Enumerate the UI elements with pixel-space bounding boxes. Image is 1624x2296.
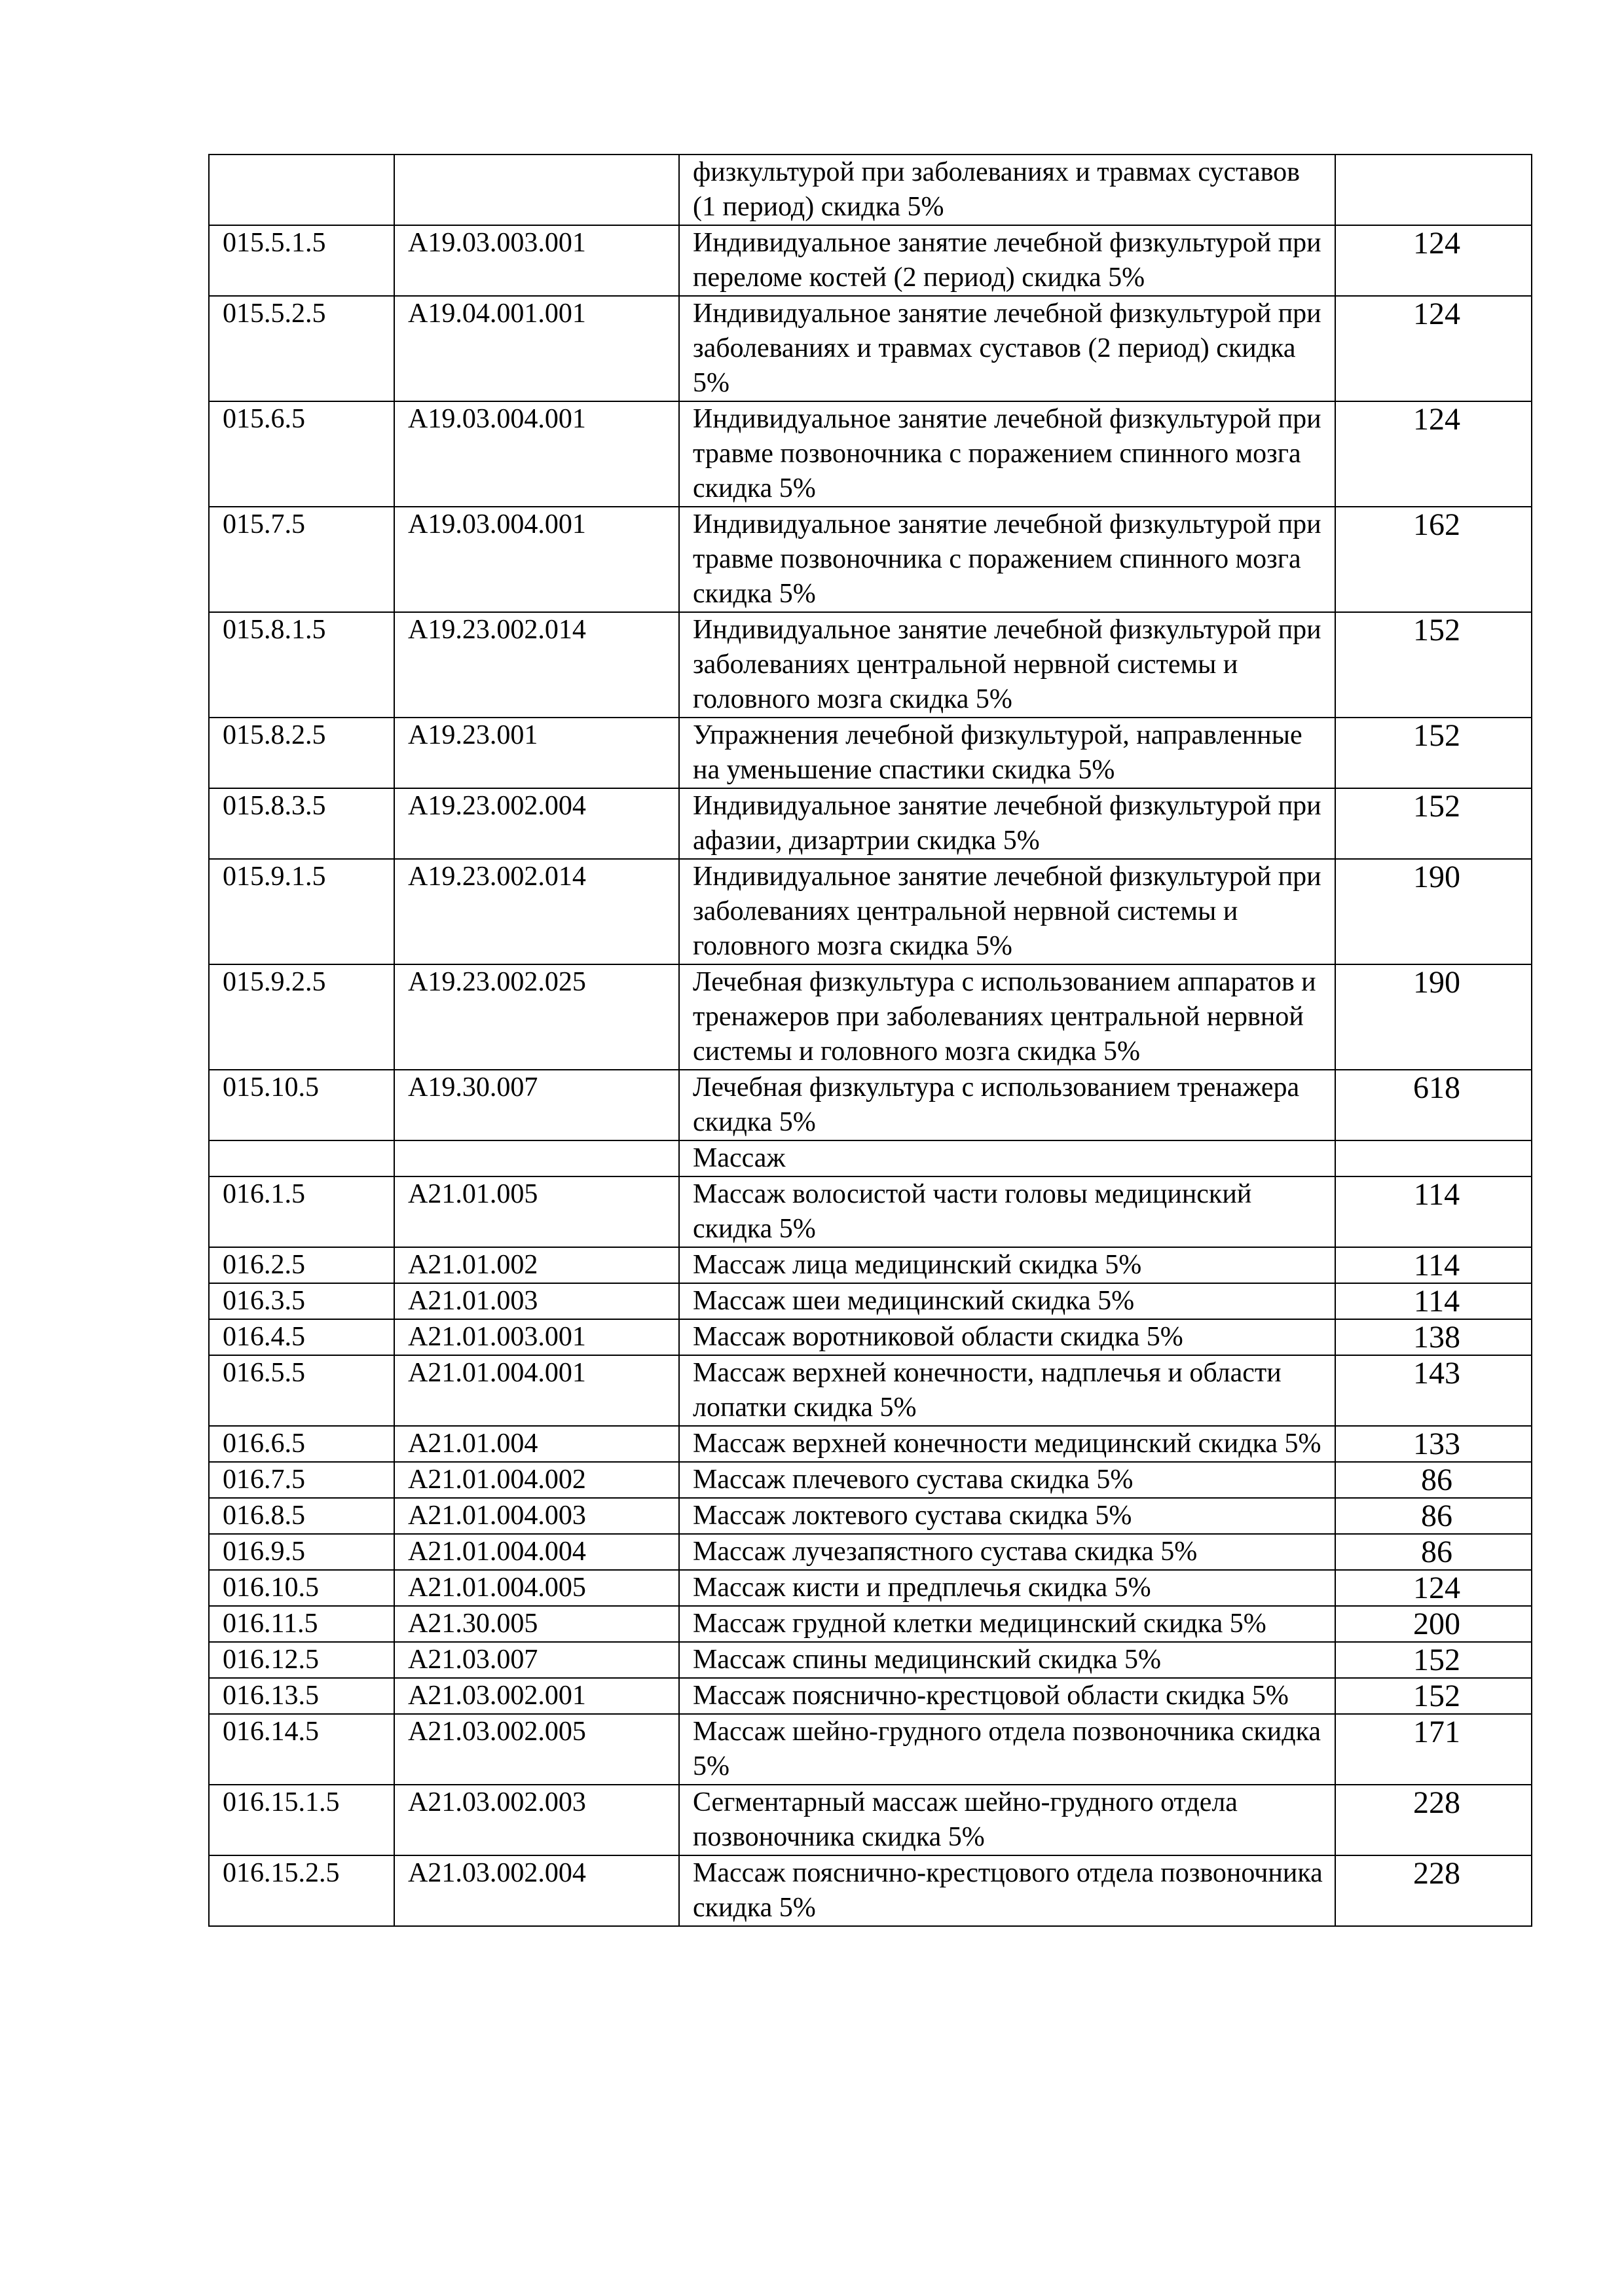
service-code-cell: А19.30.007 — [394, 1070, 679, 1140]
service-number-cell — [209, 155, 394, 225]
service-name-cell: Массаж грудной клетки медицинский скидка 5% — [679, 1606, 1335, 1642]
service-code-cell: А19.23.001 — [394, 718, 679, 788]
service-number-cell: 015.7.5 — [209, 507, 394, 612]
service-code-cell: А21.01.004 — [394, 1426, 679, 1462]
table-row — [209, 1176, 1532, 1247]
service-code-cell: А21.01.003.001 — [394, 1319, 679, 1355]
service-number-cell: 015.10.5 — [209, 1070, 394, 1140]
service-number-cell: 015.8.2.5 — [209, 718, 394, 788]
service-code-cell: А21.01.003 — [394, 1283, 679, 1319]
service-name-cell: Массаж воротниковой области скидка 5% — [679, 1319, 1335, 1355]
price-cell — [1335, 155, 1532, 225]
service-number-cell: 016.14.5 — [209, 1714, 394, 1785]
price-table-body — [209, 155, 1532, 1926]
service-code-cell: А21.03.002.005 — [394, 1714, 679, 1785]
price-cell: 133 — [1335, 1426, 1532, 1462]
service-number-cell: 016.11.5 — [209, 1606, 394, 1642]
service-number-cell: 015.9.1.5 — [209, 859, 394, 964]
table-row — [209, 1283, 1532, 1319]
table-row — [209, 507, 1532, 612]
table-row — [209, 1606, 1532, 1642]
table-row — [209, 296, 1532, 401]
service-name-cell: Индивидуальное занятие лечебной физкультурой при травме позвоночника с поражением спинного мозга скидка 5% — [679, 401, 1335, 507]
service-name-cell: Массаж плечевого сустава скидка 5% — [679, 1462, 1335, 1498]
service-name-cell: Массаж шеи медицинский скидка 5% — [679, 1283, 1335, 1319]
service-name-cell: Массаж волосистой части головы медицинский скидка 5% — [679, 1176, 1335, 1247]
service-number-cell: 016.15.1.5 — [209, 1785, 394, 1855]
service-code-cell: А21.03.007 — [394, 1642, 679, 1678]
service-name-cell: Массаж верхней конечности медицинский скидка 5% — [679, 1426, 1335, 1462]
table-row — [209, 155, 1532, 225]
service-code-cell: А19.04.001.001 — [394, 296, 679, 401]
service-name-cell: Массаж верхней конечности, надплечья и области лопатки скидка 5% — [679, 1355, 1335, 1426]
service-name-cell: Массаж кисти и предплечья скидка 5% — [679, 1570, 1335, 1606]
service-code-cell — [394, 155, 679, 225]
service-code-cell: А19.23.002.014 — [394, 859, 679, 964]
service-name-cell: Сегментарный массаж шейно-грудного отдела позвоночника скидка 5% — [679, 1785, 1335, 1855]
price-cell: 152 — [1335, 612, 1532, 718]
price-cell: 124 — [1335, 401, 1532, 507]
price-cell: 143 — [1335, 1355, 1532, 1426]
service-name-cell: Индивидуальное занятие лечебной физкультурой при травме позвоночника с поражением спинного мозга скидка 5% — [679, 507, 1335, 612]
service-number-cell: 016.4.5 — [209, 1319, 394, 1355]
service-name-cell: Индивидуальное занятие лечебной физкультурой при афазии, дизартрии скидка 5% — [679, 788, 1335, 859]
table-row — [209, 1070, 1532, 1140]
table-row — [209, 1785, 1532, 1855]
service-number-cell: 016.10.5 — [209, 1570, 394, 1606]
price-cell: 190 — [1335, 964, 1532, 1070]
service-code-cell: А19.03.004.001 — [394, 507, 679, 612]
price-cell: 114 — [1335, 1247, 1532, 1283]
service-name-cell: Массаж лучезапястного сустава скидка 5% — [679, 1534, 1335, 1570]
service-name-cell: физкультурой при заболеваниях и травмах суставов (1 период) скидка 5% — [679, 155, 1335, 225]
price-cell: 86 — [1335, 1534, 1532, 1570]
service-name-cell: Массаж спины медицинский скидка 5% — [679, 1642, 1335, 1678]
service-code-cell — [394, 1140, 679, 1176]
service-number-cell: 015.9.2.5 — [209, 964, 394, 1070]
table-row — [209, 1678, 1532, 1714]
service-name-cell: Массаж шейно-грудного отдела позвоночника скидка 5% — [679, 1714, 1335, 1785]
price-cell: 152 — [1335, 718, 1532, 788]
service-code-cell: А21.01.004.004 — [394, 1534, 679, 1570]
service-name-cell: Лечебная физкультура с использованием аппаратов и тренажеров при заболеваниях центральной нервной системы и головного мозга скидка 5% — [679, 964, 1335, 1070]
service-number-cell: 016.5.5 — [209, 1355, 394, 1426]
table-row — [209, 1426, 1532, 1462]
service-code-cell: А21.01.005 — [394, 1176, 679, 1247]
table-row — [209, 1462, 1532, 1498]
price-cell: 86 — [1335, 1462, 1532, 1498]
service-code-cell: А21.01.004.003 — [394, 1498, 679, 1534]
service-code-cell: А21.03.002.004 — [394, 1855, 679, 1926]
price-cell: 228 — [1335, 1785, 1532, 1855]
table-row — [209, 1534, 1532, 1570]
service-number-cell: 015.6.5 — [209, 401, 394, 507]
service-name-cell: Лечебная физкультура с использованием тренажера скидка 5% — [679, 1070, 1335, 1140]
service-number-cell: 015.5.1.5 — [209, 225, 394, 296]
table-row — [209, 964, 1532, 1070]
service-number-cell: 015.5.2.5 — [209, 296, 394, 401]
price-cell: 124 — [1335, 225, 1532, 296]
service-name-cell: Упражнения лечебной физкультурой, направленные на уменьшение спастики скидка 5% — [679, 718, 1335, 788]
service-code-cell: А21.01.004.005 — [394, 1570, 679, 1606]
service-name-cell: Массаж локтевого сустава скидка 5% — [679, 1498, 1335, 1534]
service-number-cell — [209, 1140, 394, 1176]
service-code-cell: А19.23.002.014 — [394, 612, 679, 718]
service-name-cell: Массаж пояснично-крестцового отдела позвоночника скидка 5% — [679, 1855, 1335, 1926]
price-cell: 124 — [1335, 1570, 1532, 1606]
table-row — [209, 1247, 1532, 1283]
service-code-cell: А21.01.002 — [394, 1247, 679, 1283]
service-number-cell: 016.13.5 — [209, 1678, 394, 1714]
price-cell: 124 — [1335, 296, 1532, 401]
service-number-cell: 016.9.5 — [209, 1534, 394, 1570]
service-code-cell: А21.03.002.001 — [394, 1678, 679, 1714]
service-name-cell: Индивидуальное занятие лечебной физкультурой при заболеваниях центральной нервной системы и головного мозга скидка 5% — [679, 859, 1335, 964]
table-row — [209, 718, 1532, 788]
price-cell: 152 — [1335, 1642, 1532, 1678]
service-name-cell: Индивидуальное занятие лечебной физкультурой при заболеваниях центральной нервной системы и головного мозга скидка 5% — [679, 612, 1335, 718]
service-code-cell: А21.03.002.003 — [394, 1785, 679, 1855]
price-cell: 114 — [1335, 1176, 1532, 1247]
service-name-cell: Массаж лица медицинский скидка 5% — [679, 1247, 1335, 1283]
service-number-cell: 016.3.5 — [209, 1283, 394, 1319]
price-cell — [1335, 1140, 1532, 1176]
price-cell: 171 — [1335, 1714, 1532, 1785]
service-name-cell: Индивидуальное занятие лечебной физкультурой при переломе костей (2 период) скидка 5% — [679, 225, 1335, 296]
price-cell: 114 — [1335, 1283, 1532, 1319]
price-cell: 152 — [1335, 1678, 1532, 1714]
service-number-cell: 016.7.5 — [209, 1462, 394, 1498]
price-cell: 138 — [1335, 1319, 1532, 1355]
service-name-cell: Массаж — [679, 1140, 1335, 1176]
price-cell: 86 — [1335, 1498, 1532, 1534]
service-number-cell: 015.8.1.5 — [209, 612, 394, 718]
table-row — [209, 1498, 1532, 1534]
service-number-cell: 016.2.5 — [209, 1247, 394, 1283]
table-row — [209, 225, 1532, 296]
service-code-cell: А19.03.003.001 — [394, 225, 679, 296]
service-number-cell: 016.12.5 — [209, 1642, 394, 1678]
service-name-cell: Индивидуальное занятие лечебной физкультурой при заболеваниях и травмах суставов (2 период) скидка 5% — [679, 296, 1335, 401]
service-name-cell: Массаж пояснично-крестцовой области скидка 5% — [679, 1678, 1335, 1714]
table-row — [209, 612, 1532, 718]
service-number-cell: 016.15.2.5 — [209, 1855, 394, 1926]
service-number-cell: 016.1.5 — [209, 1176, 394, 1247]
price-cell: 162 — [1335, 507, 1532, 612]
service-code-cell: А21.01.004.002 — [394, 1462, 679, 1498]
table-row — [209, 1714, 1532, 1785]
table-row — [209, 859, 1532, 964]
service-code-cell: А21.01.004.001 — [394, 1355, 679, 1426]
table-row — [209, 401, 1532, 507]
service-number-cell: 015.8.3.5 — [209, 788, 394, 859]
table-row — [209, 1855, 1532, 1926]
price-cell: 618 — [1335, 1070, 1532, 1140]
price-cell: 228 — [1335, 1855, 1532, 1926]
table-row — [209, 788, 1532, 859]
price-table — [208, 154, 1532, 1927]
price-cell: 190 — [1335, 859, 1532, 964]
service-code-cell: А19.23.002.004 — [394, 788, 679, 859]
price-cell: 200 — [1335, 1606, 1532, 1642]
table-row — [209, 1319, 1532, 1355]
document-page — [208, 154, 1531, 1927]
table-row — [209, 1140, 1532, 1176]
service-number-cell: 016.8.5 — [209, 1498, 394, 1534]
table-row — [209, 1355, 1532, 1426]
service-code-cell: А19.03.004.001 — [394, 401, 679, 507]
service-number-cell: 016.6.5 — [209, 1426, 394, 1462]
service-code-cell: А19.23.002.025 — [394, 964, 679, 1070]
table-row — [209, 1570, 1532, 1606]
price-cell: 152 — [1335, 788, 1532, 859]
service-code-cell: А21.30.005 — [394, 1606, 679, 1642]
table-row — [209, 1642, 1532, 1678]
